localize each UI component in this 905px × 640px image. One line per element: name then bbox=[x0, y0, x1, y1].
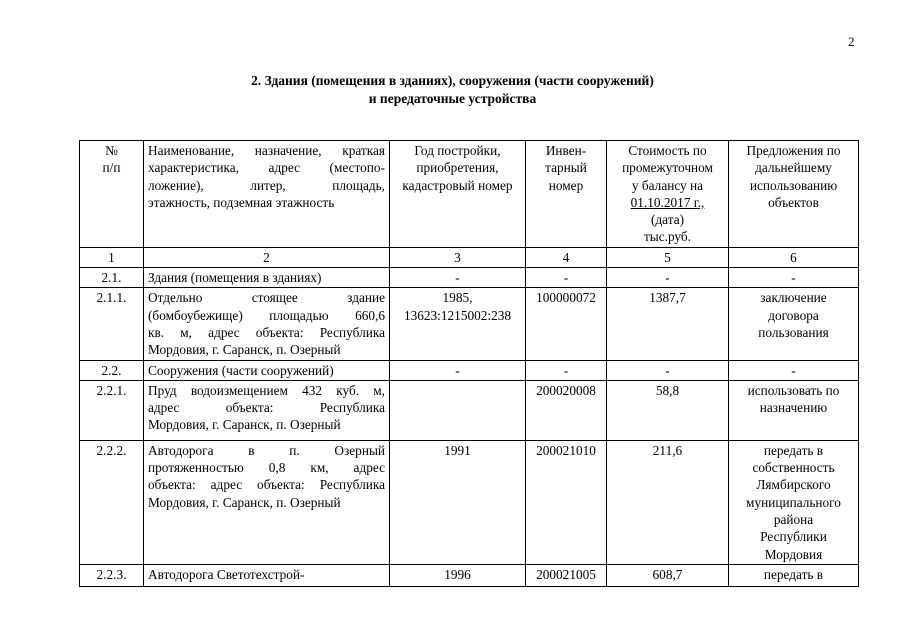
row-number: 2.2. bbox=[80, 360, 144, 380]
table-row bbox=[80, 440, 859, 564]
row-cost: 608,7 bbox=[607, 564, 729, 586]
heading-line-1: 2. Здания (помещения в зданиях), сооружения (части сооружений) bbox=[251, 73, 654, 88]
row-inventory: 200021005 bbox=[526, 564, 607, 586]
header-cell-number: № п/п bbox=[80, 141, 144, 248]
row-name: Сооружения (части сооружений) bbox=[144, 360, 390, 380]
column-number: 1 bbox=[80, 247, 144, 267]
property-table bbox=[79, 140, 859, 587]
row-name: Автодорога в п. Озерный протяженностью 0,8 км, адрес объекта: адрес объекта: Республика Мордовия, г. Саранск, п. Озерный bbox=[144, 440, 390, 564]
row-number: 2.2.3. bbox=[80, 564, 144, 586]
row-year: - bbox=[390, 268, 526, 288]
row-cost: - bbox=[607, 360, 729, 380]
row-inventory: - bbox=[526, 268, 607, 288]
row-cost: - bbox=[607, 268, 729, 288]
row-proposal: - bbox=[729, 268, 859, 288]
row-cost: 58,8 bbox=[607, 380, 729, 440]
header-cell-year: Год постройки, приобретения, кадастровый номер bbox=[390, 141, 526, 248]
header-cell-proposal: Предложения по дальнейшему использованию объектов bbox=[729, 141, 859, 248]
row-inventory: 100000072 bbox=[526, 288, 607, 360]
column-number: 6 bbox=[729, 247, 859, 267]
header-cell-name: Наименование, назначение, краткая характеристика, адрес (местопо- ложение), литер, площадь, этажность, подземная этажность bbox=[144, 141, 390, 248]
table-row bbox=[80, 564, 859, 586]
page-number: 2 bbox=[848, 34, 855, 49]
row-year: - bbox=[390, 360, 526, 380]
row-number: 2.1. bbox=[80, 268, 144, 288]
row-inventory: 200021010 bbox=[526, 440, 607, 564]
heading-line-2: и передаточные устройства bbox=[368, 90, 537, 106]
row-year: 1996 bbox=[390, 564, 526, 586]
header-cell-inventory: Инвен- тарный номер bbox=[526, 141, 607, 248]
row-inventory: - bbox=[526, 360, 607, 380]
column-number: 3 bbox=[390, 247, 526, 267]
row-number: 2.2.1. bbox=[80, 380, 144, 440]
row-inventory: 200020008 bbox=[526, 380, 607, 440]
row-number: 2.2.2. bbox=[80, 440, 144, 564]
row-proposal: передать в собственность Лямбирского муниципального района Республики Мордовия bbox=[729, 440, 859, 564]
row-cost: 211,6 bbox=[607, 440, 729, 564]
row-number: 2.1.1. bbox=[80, 288, 144, 360]
row-name: Автодорога Светотехстрой- bbox=[144, 564, 390, 586]
section-heading bbox=[0, 72, 905, 107]
row-year: 1991 bbox=[390, 440, 526, 564]
row-proposal: передать в bbox=[729, 564, 859, 586]
row-proposal: использовать по назначению bbox=[729, 380, 859, 440]
table-header-row bbox=[80, 141, 859, 248]
row-year: 1985, 13623:1215002:238 bbox=[390, 288, 526, 360]
row-name: Отдельно стоящее здание (бомбоубежище) площадью 660,6 кв. м, адрес объекта: Республика Мордовия, г. Саранск, п. Озерный bbox=[144, 288, 390, 360]
header-cell-cost: Стоимость по промежуточном у балансу на 01.10.2017 г., (дата) тыс.руб. bbox=[607, 141, 729, 248]
table-row bbox=[80, 288, 859, 360]
row-name: Здания (помещения в зданиях) bbox=[144, 268, 390, 288]
table-row bbox=[80, 380, 859, 440]
column-numbers-row bbox=[80, 247, 859, 267]
row-name: Пруд водоизмещением 432 куб. м, адрес объекта: Республика Мордовия, г. Саранск, п. Озерный bbox=[144, 380, 390, 440]
column-number: 2 bbox=[144, 247, 390, 267]
column-number: 4 bbox=[526, 247, 607, 267]
table-row bbox=[80, 268, 859, 288]
row-proposal: - bbox=[729, 360, 859, 380]
row-proposal: заключение договора пользования bbox=[729, 288, 859, 360]
table-row bbox=[80, 360, 859, 380]
row-year bbox=[390, 380, 526, 440]
column-number: 5 bbox=[607, 247, 729, 267]
row-cost: 1387,7 bbox=[607, 288, 729, 360]
